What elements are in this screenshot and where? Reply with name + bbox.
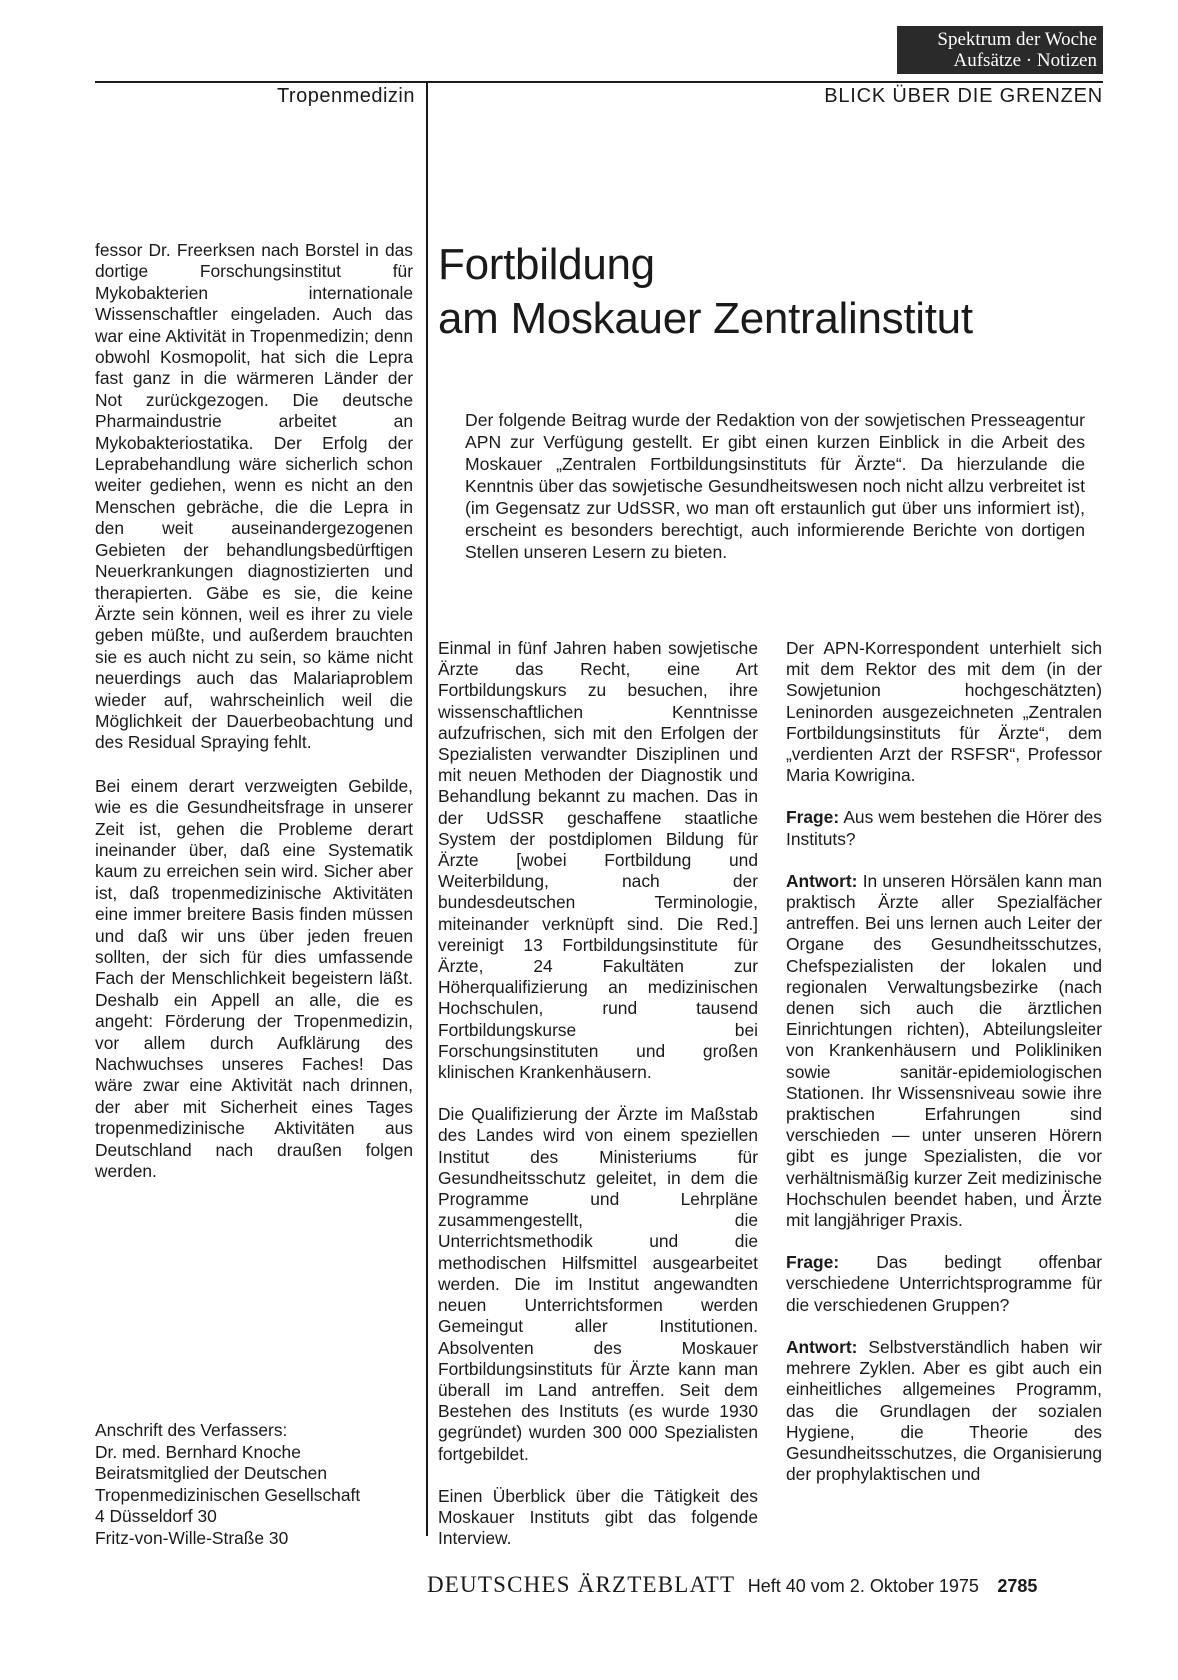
issue-info: Heft 40 vom 2. Oktober 1975 — [747, 1576, 979, 1596]
middle-paragraph-1: Einmal in fünf Jahren haben sowjetische Ärzte das Recht, eine Art Fortbildungskurs zu besuchen, ihre wissenschaftlichen Kenntnisse aufzufrischen, sich mit den Erfolgen der Spezialisten verwandter Disziplinen und mit neuen Methoden der Diagnostik und Behandlung bekannt zu machen. Das in der UdSSR geschaffene staatliche System der postdiplomen Bildung für Ärzte [wobei Fortbildung und Weiterbildung, nach der bundesdeutschen Terminologie, miteinander verknüpft sind. Die Red.] vereinigt 13 Fortbildungsinstitute für Ärzte, 24 Fakultäten zur Höherqualifizierung an medizinischen Hochschulen, rund tausend Fortbildungskurse bei Forschungsinstituten und großen klinischen Krankenhäusern. — [438, 638, 758, 1083]
middle-paragraph-3: Einen Überblick über die Tätigkeit des Moskauer Instituts gibt das folgende Interview. — [438, 1485, 758, 1549]
question-text: Das bedingt offenbar verschiedene Unterrichtsprogramme für die verschiedenen Gruppen? — [786, 1252, 1102, 1315]
address-line: Tropenmedizinischen Gesellschaft — [95, 1484, 361, 1505]
question-label: Frage: — [786, 1252, 840, 1273]
section-badge-line2: Aufsätze · Notizen — [953, 50, 1097, 71]
page-footer — [427, 1572, 1107, 1598]
address-line: 4 Düsseldorf 30 — [95, 1506, 217, 1527]
answer-text: Selbstverständlich haben wir mehrere Zyklen. Aber es gibt auch ein einheitliches allgemeines Programm, das die Grundlagen der sozialen Hygiene, die Theorie des Gesundheitsschutzes, die Organisierung der prophylaktischen und — [786, 1336, 1102, 1485]
left-section-heading: Tropenmedizin — [276, 85, 415, 107]
question-text: Aus wem bestehen die Hörer des Instituts? — [786, 807, 1102, 849]
answer-1 — [786, 871, 1102, 1231]
section-badge-line1: Spektrum der Woche — [937, 29, 1097, 50]
article-title — [438, 238, 1098, 346]
question-1 — [786, 807, 1102, 849]
header-rule — [95, 81, 1103, 83]
answer-2 — [786, 1337, 1102, 1485]
masthead: DEUTSCHES ÄRZTEBLATT — [427, 1572, 736, 1597]
section-badge — [897, 26, 1103, 74]
article-intro: Der folgende Beitrag wurde der Redaktion von der sowjetischen Presseagentur APN zur Verfügung gestellt. Er gibt einen kurzen Einblick in die Arbeit des Moskauer „Zentralen Fortbildungsinstituts für Ärzte“. Da hierzulande die Kenntnis über das sowjetische Gesundheitswesen noch nicht allzu verbreitet ist (im Gegensatz zur UdSSR, wo man oft erstaunlich gut über uns informiert ist), erscheint es besonders berechtigt, auch informierende Berichte von dortigen Stellen unseren Lesern zu bieten. — [465, 410, 1085, 562]
answer-text: In unseren Hörsälen kann man praktisch Ärzte aller Spezialfächer antreffen. Bei uns lernen auch Leiter der Organe des Gesundheitsschutzes, Chefspezialisten der lokalen und regionalen Verwaltungsbezirke (nach denen sich auch die ärztlichen Einrichtungen richten), Abteilungsleiter von Krankenhäusern und Polikliniken sowie sanitär-epidemiologischen Stationen. Ihr Wissensniveau sowie ihre praktischen Erfahrungen sind verschieden — unter unseren Hörern gibt es junge Spezialisten, die vor verhältnismäßig kurzer Zeit medizinische Hochschulen beendet haben, und Ärzte mit langjähriger Praxis. — [786, 870, 1102, 1231]
address-line: Dr. med. Bernhard Knoche — [95, 1441, 301, 1462]
left-paragraph-1: fessor Dr. Freerksen nach Borstel in das dortige Forschungsinstitut für Mykobakterien internationale Wissenschaftler eingeladen. Auch das war eine Aktivität in Tropenmedizin; denn obwohl Kosmopolit, hat sich die Lepra fast ganz in die wärmeren Länder der Not zurückgezogen. Die deutsche Pharmaindustrie arbeitet an Mykobakteriostatika. Der Erfolg der Leprabehandlung wäre sicherlich schon weiter gediehen, wenn es nicht an den Menschen gebräche, die die Lepra in den weit auseinandergezogenen Gebieten der behandlungsbedürftigen Neuerkrankungen diagnostizierten und therapierten. Gäbe es sie, die keine Ärzte sein können, weil es ihrer zu viele geben müßte, und außerdem brauchten sie es auch nicht zu sein, so käme nicht neuerdings auch das Malariaproblem wieder auf, wahrscheinlich weil die Möglichkeit der Dauerbeobachtung und des Residual Spraying fehlt. — [95, 240, 413, 753]
column-rule — [426, 81, 428, 1536]
address-line: Anschrift des Verfassers: — [95, 1420, 288, 1440]
question-2 — [786, 1252, 1102, 1316]
left-paragraph-2: Bei einem derart verzweigten Gebilde, wie es die Gesundheitsfrage in unserer Zeit ist, gehen die Probleme derart ineinander über, daß eine Systematik kaum zu erreichen sein wird. Sicher aber ist, daß tropenmedizinische Aktivitäten eine immer breitere Basis finden müssen und daß wir uns über jeden freuen sollten, der sich für dies umfassende Fach der Menschlichkeit begeistern läßt. Deshalb ein Appell an alle, die es angeht: Förderung der Tropenmedizin, vor allem durch Aufklärung des Nachwuchses unseres Faches! Das wäre zwar eine Aktivität nach drinnen, der aber mit Sicherheit eines Tages tropenmedizinische Aktivitäten aus Deutschland nach draußen folgen werden. — [95, 775, 413, 1182]
answer-label: Antwort: — [786, 1336, 858, 1357]
interview-intro: Der APN-Korrespondent unterhielt sich mit dem Rektor des mit dem (in der Sowjetunion hochgeschätzten) Leninorden ausgezeichneten „Zentralen Fortbildungsinstituts für Ärzte“, dem „verdienten Arzt der RSFSR“, Professor Maria Kowrigina. — [786, 638, 1102, 786]
right-section-heading: BLICK ÜBER DIE GRENZEN — [824, 85, 1103, 107]
question-label: Frage: — [786, 807, 840, 828]
left-column — [95, 240, 413, 1204]
middle-paragraph-2: Die Qualifizierung der Ärzte im Maßstab des Landes wird von einem speziellen Institut des Ministeriums für Gesundheitsschutz geleitet, in dem die Programme und Lehrpläne zusammengestellt, die Unterrichtsmethodik und die methodischen Hilfsmittel ausgearbeitet werden. Die im Institut angewandten neuen Unterrichtsformen werden Gemeingut aller Institutionen. Absolventen des Moskauer Fortbildungsinstituts für Ärzte kann man überall im Land antreffen. Seit dem Bestehen des Instituts (es wurde 1930 gegründet) wurden 300 000 Spezialisten fortgebildet. — [438, 1104, 758, 1464]
author-address — [95, 1420, 425, 1550]
right-column — [786, 638, 1102, 1506]
middle-column — [438, 638, 758, 1570]
page-number: 2785 — [997, 1576, 1038, 1596]
address-line: Beiratsmitglied der Deutschen — [95, 1463, 327, 1484]
answer-label: Antwort: — [786, 870, 858, 891]
article-title-line1: Fortbildung — [438, 240, 655, 289]
address-line: Fritz-von-Wille-Straße 30 — [95, 1527, 289, 1548]
article-title-line2: am Moskauer Zentralinstitut — [438, 294, 973, 343]
